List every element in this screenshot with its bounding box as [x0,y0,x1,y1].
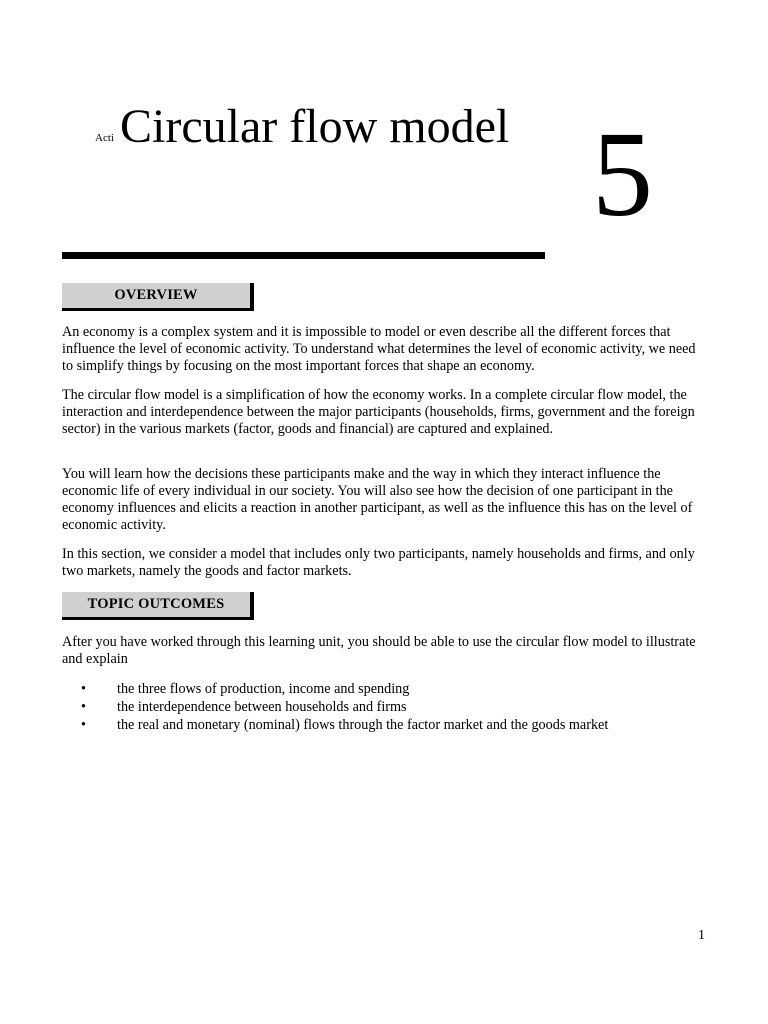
list-item-text: the real and monetary (nominal) flows through the factor market and the goods market [117,717,609,733]
bullet-icon: • [81,681,86,697]
chapter-number: 5 [592,107,653,242]
overview-paragraph-2: The circular flow model is a simplification of how the economy works. In a complete circular flow model, the interaction and interdependence between the major participants (households, firms, government and the foreign sector) in the various markets (factor, goods and financial) are captured and explained. [62,387,695,438]
list-item [62,680,710,698]
bullet-icon: • [81,699,86,715]
page-title: Circular flow model [120,100,510,153]
page-number: 1 [698,928,705,943]
overview-paragraph-4: In this section, we consider a model that includes only two participants, namely households and firms, and only two markets, namely the goods and factor markets. [62,546,695,580]
list-item-text: the interdependence between households and firms [117,699,407,715]
topic-outcomes-intro: After you have worked through this learning unit, you should be able to use the circular flow model to illustrate and explain [62,634,696,668]
title-prefix: Acti [95,132,114,144]
title-rule [62,252,545,259]
overview-paragraph-3: You will learn how the decisions these participants make and the way in which they interact influence the economic life of every individual in our society. You will also see how the decision of one participant in the economy influences and elicits a reaction in another participant, as well as the influence this has on the level of economic activity. [62,466,693,534]
overview-heading: OVERVIEW [62,283,254,311]
list-item [62,698,710,716]
bullet-icon: • [81,717,86,733]
outcomes-list [62,680,710,734]
topic-outcomes-heading: TOPIC OUTCOMES [62,592,254,620]
list-item-text: the three flows of production, income and spending [117,681,410,697]
overview-paragraph-1: An economy is a complex system and it is impossible to model or even describe all the different forces that influence the level of economic activity. To understand what determines the level of economic activity, we need to simplify things by focusing on the most important forces that shape an economy. [62,324,696,375]
list-item [62,716,710,734]
